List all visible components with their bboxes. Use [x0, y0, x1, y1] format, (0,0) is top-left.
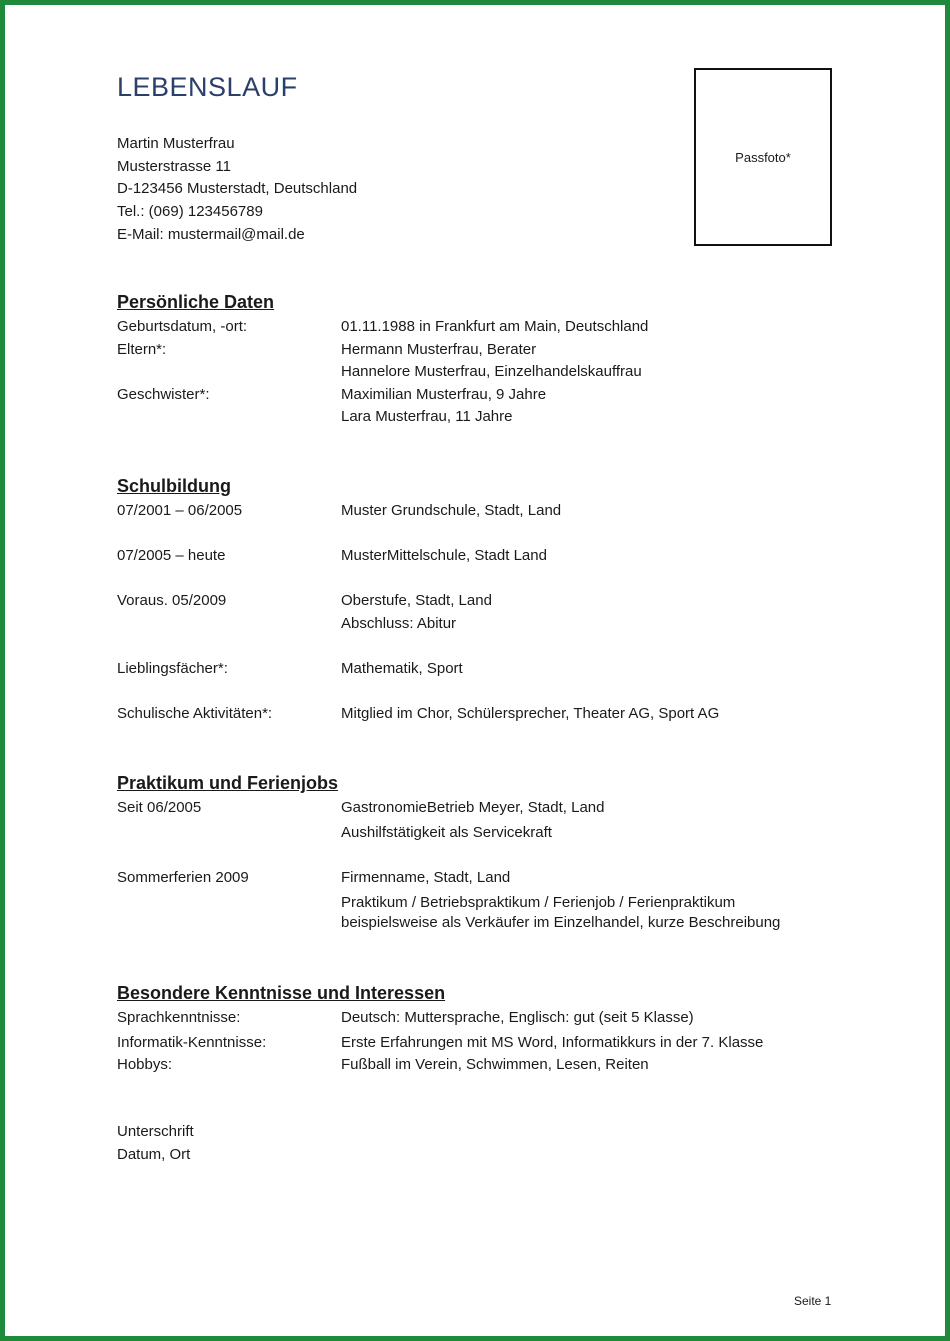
school-row1-label: 07/2001 – 06/2005	[117, 502, 243, 519]
contact-city: D-123456 Musterstadt, Deutschland	[117, 180, 358, 198]
school-row3-value-1: Oberstufe, Stadt, Land	[341, 592, 492, 609]
contact-block	[117, 133, 357, 247]
photo-placeholder-box	[694, 68, 832, 246]
birth-value: 01.11.1988 in Frankfurt am Main, Deutschland	[341, 318, 649, 335]
section-heading-skills: Besondere Kenntnisse und Interessen	[117, 983, 446, 1003]
date-place-label: Datum, Ort	[117, 1146, 191, 1163]
parents-value-1: Hermann Musterfrau, Berater	[341, 341, 537, 358]
photo-placeholder-label: Passfoto*	[735, 150, 791, 165]
jobs-row2-value-1: Firmenname, Stadt, Land	[341, 869, 511, 886]
school-row3-label: Voraus. 05/2009	[117, 592, 227, 609]
jobs-row1-label: Seit 06/2005	[117, 799, 202, 816]
school-row2-value: MusterMittelschule, Stadt Land	[341, 547, 547, 564]
school-row5-value: Mitglied im Chor, Schülersprecher, Theater AG, Sport AG	[341, 705, 720, 722]
contact-name: Martin Musterfrau	[117, 135, 235, 152]
school-row4-label: Lieblingsfächer*:	[117, 660, 228, 677]
section-heading-school: Schulbildung	[117, 476, 231, 496]
jobs-row2-value-3: beispielsweise als Verkäufer im Einzelhandel, kurze Beschreibung	[341, 914, 781, 931]
siblings-label: Geschwister*:	[117, 386, 210, 403]
jobs-row2-value-2: Praktikum / Betriebspraktikum / Ferienjob / Ferienpraktikum	[341, 894, 736, 911]
hobbies-value: Fußball im Verein, Schwimmen, Lesen, Reiten	[341, 1056, 649, 1073]
document-title: LEBENSLAUF	[117, 72, 298, 102]
it-skills-value: Erste Erfahrungen mit MS Word, Informatikkurs in der 7. Klasse	[341, 1034, 764, 1051]
parents-value-2: Hannelore Musterfrau, Einzelhandelskauffrau	[341, 363, 642, 380]
language-value: Deutsch: Muttersprache, Englisch: gut (seit 5 Klasse)	[341, 1009, 694, 1026]
siblings-value-1: Maximilian Musterfrau, 9 Jahre	[341, 386, 547, 403]
contact-phone: Tel.: (069) 123456789	[117, 203, 263, 221]
signature-label: Unterschrift	[117, 1123, 194, 1140]
school-row5-label: Schulische Aktivitäten*:	[117, 705, 273, 722]
school-row3-value-2: Abschluss: Abitur	[341, 615, 457, 632]
jobs-row1-value-1: GastronomieBetrieb Meyer, Stadt, Land	[341, 799, 605, 816]
page-number: Seite 1	[794, 1294, 832, 1308]
birth-label: Geburtsdatum, -ort:	[117, 318, 248, 335]
language-label: Sprachkenntnisse:	[117, 1009, 241, 1026]
section-heading-jobs: Praktikum und Ferienjobs	[117, 773, 339, 793]
it-skills-label: Informatik-Kenntnisse:	[117, 1034, 267, 1051]
hobbies-label: Hobbys:	[117, 1056, 173, 1073]
school-row2-label: 07/2005 – heute	[117, 547, 226, 564]
jobs-row2-label: Sommerferien 2009	[117, 869, 249, 886]
school-row4-value: Mathematik, Sport	[341, 660, 463, 677]
jobs-row1-value-2: Aushilfstätigkeit als Servicekraft	[341, 824, 552, 841]
section-heading-personal: Persönliche Daten	[117, 292, 275, 312]
school-row1-value: Muster Grundschule, Stadt, Land	[341, 502, 562, 519]
siblings-value-2: Lara Musterfrau, 11 Jahre	[341, 408, 513, 425]
parents-label: Eltern*:	[117, 341, 167, 358]
contact-street: Musterstrasse 11	[117, 157, 231, 175]
contact-email: E-Mail: mustermail@mail.de	[117, 225, 305, 243]
